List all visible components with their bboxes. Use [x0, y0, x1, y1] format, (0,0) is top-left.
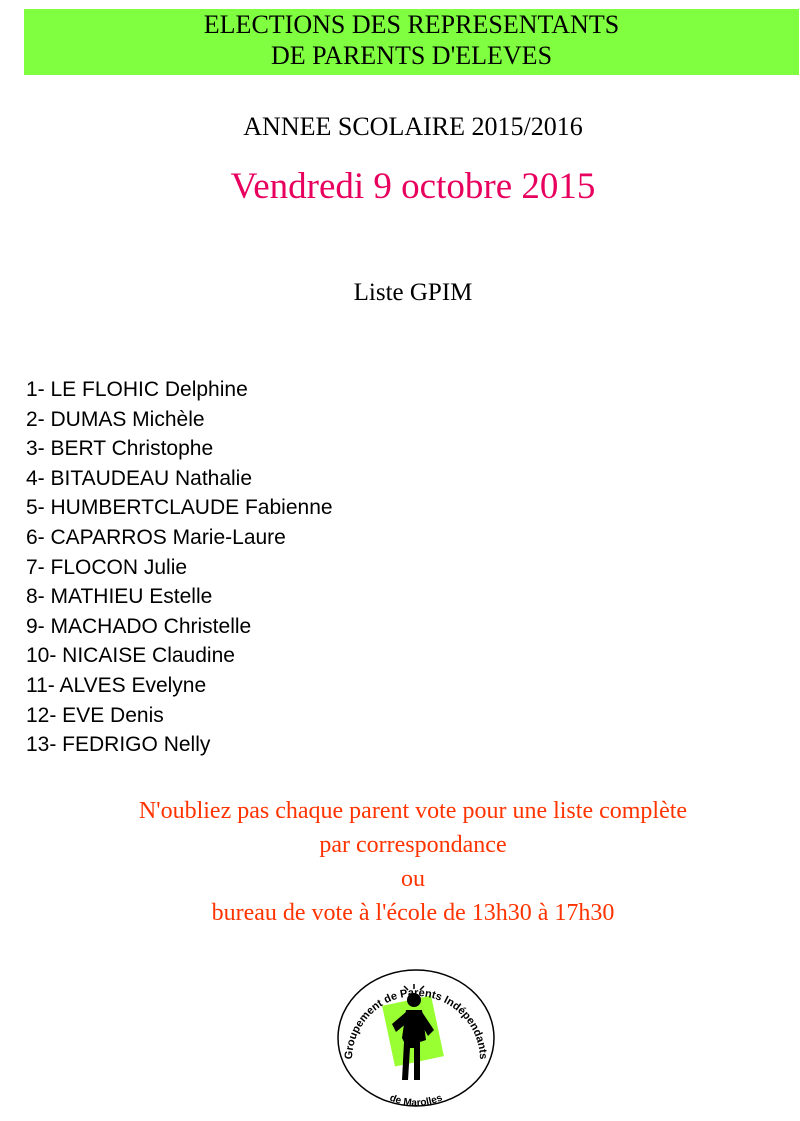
candidate-item: 3- BERT Christophe — [26, 437, 214, 461]
candidate-list — [26, 375, 333, 760]
logo-arc-bottom: de Marolles — [388, 1092, 444, 1109]
candidate-item: 13- FEDRIGO Nelly — [26, 733, 211, 757]
candidate-item: 7- FLOCON Julie — [26, 555, 188, 579]
title-line-1: ELECTIONS DES REPRESENTANTS — [203, 10, 620, 39]
candidate-item: 11- ALVES Evelyne — [26, 673, 207, 697]
school-year: ANNEE SCOLAIRE 2015/2016 — [243, 112, 583, 141]
candidate-item: 2- DUMAS Michèle — [26, 407, 205, 431]
voting-reminder — [0, 794, 800, 930]
logo-arc-top: Groupement de Parents Indépendants — [342, 986, 490, 1060]
election-date: Vendredi 9 octobre 2015 — [230, 166, 596, 207]
reminder-line-4: bureau de vote à l'école de 13h30 à 17h30 — [211, 900, 615, 926]
candidate-item: 5- HUMBERTCLAUDE Fabienne — [26, 496, 333, 520]
list-title: Liste GPIM — [353, 279, 473, 306]
reminder-line-3: ou — [401, 866, 425, 892]
candidate-item: 6- CAPARROS Marie-Laure — [26, 525, 286, 549]
candidate-item: 4- BITAUDEAU Nathalie — [26, 466, 253, 490]
reminder-line-1: N'oubliez pas chaque parent vote pour une liste complète — [138, 798, 688, 824]
candidate-item: 8- MATHIEU Estelle — [26, 585, 213, 609]
title-line-2: DE PARENTS D'ELEVES — [270, 41, 553, 70]
candidate-item: 10- NICAISE Claudine — [26, 644, 235, 668]
candidate-item: 9- MACHADO Christelle — [26, 614, 252, 638]
title-banner — [24, 9, 799, 75]
gpim-logo — [330, 960, 502, 1110]
reminder-line-2: par correspondance — [319, 832, 507, 858]
candidate-item: 12- EVE Denis — [26, 703, 164, 727]
candidate-item: 1- LE FLOHIC Delphine — [26, 378, 248, 401]
